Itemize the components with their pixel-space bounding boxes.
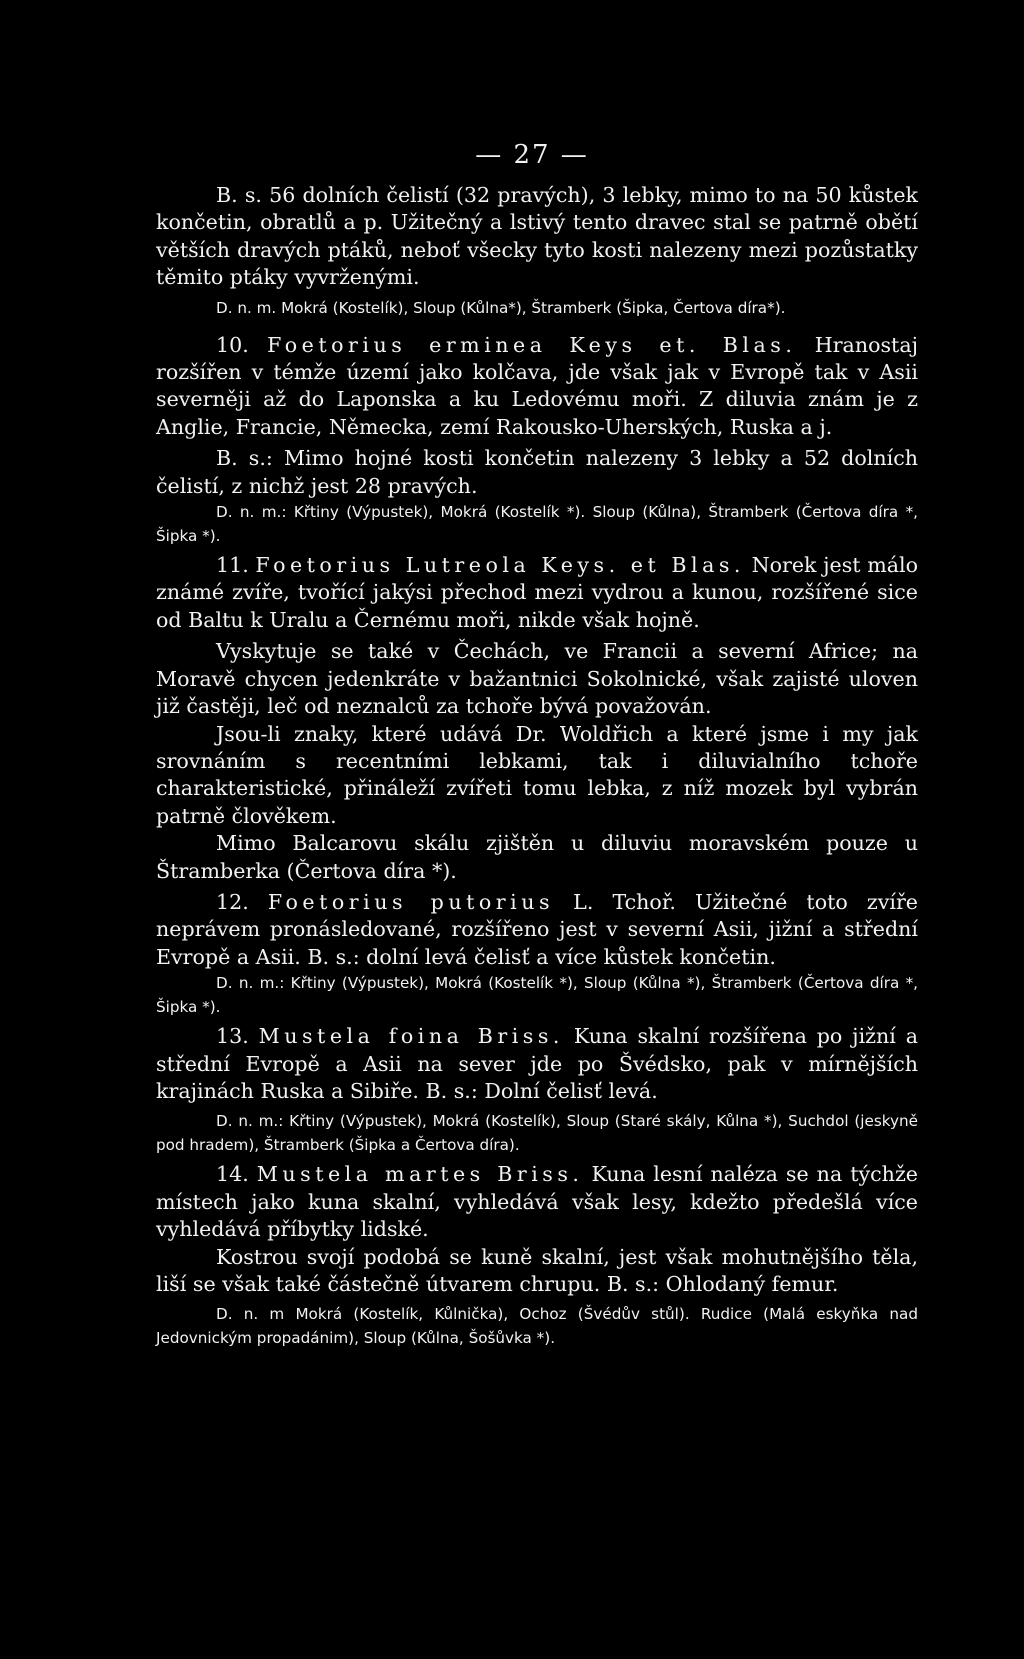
species-name: Mustela foina Briss. bbox=[258, 1024, 564, 1049]
locality-note-1: D. n. m. Mokrá (Kostelík), Sloup (Kůlna*), Štramberk (Šipka, Čertova díra*). bbox=[216, 298, 786, 317]
page-content bbox=[156, 182, 918, 1350]
entry-number: 13. bbox=[216, 1024, 249, 1049]
entry-text: Norek jest málo známé zvíře, tvořící jakýsi přechod mezi vydrou a kunou, rozšířené sice od Baltu k Uralu a Černému moři, nikde však hojně. bbox=[156, 553, 919, 632]
species-entry-13 bbox=[156, 1023, 918, 1105]
entry-text: Užitečné toto zvíře neprávem pronásledované, rozšířeno jest v severní Asii, jižní a střední Evropě a Asii. B. s.: dolní levá čelisť a více kůstek končetin. bbox=[156, 889, 918, 969]
paragraph-14-a: Kostrou svojí podobá se kuně skalní, jest však mohutnějšího těla, liší se však také částečně útvarem chrupu. B. s.: Ohlodaný femur. bbox=[156, 1244, 918, 1296]
species-entry-14 bbox=[156, 1161, 918, 1243]
species-name: Foetorius putorius bbox=[267, 889, 555, 914]
page-number: — 27 — bbox=[475, 140, 589, 170]
entry-text: Kuna skalní rozšířena po jižní a střední Evropě a Asii na sever jde po Švédsko, pak v mírnějších krajinách Ruska a Sibiře. B. s.: Dolní čelisť levá. bbox=[156, 1024, 918, 1103]
locality-note-14: D. n. m Mokrá (Kostelík, Kůlnička), Ochoz (Švédův stůl). Rudice (Malá eskyňka nad Jedovnickým propadánim), Sloup (Kůlna, Šošůvka *). bbox=[156, 1305, 918, 1348]
species-entry-11 bbox=[156, 552, 918, 634]
species-name-tail: L. Tchoř. bbox=[573, 889, 676, 914]
paragraph-1: B. s. 56 dolních čelistí (32 pravých), 3 lebky, mimo to na 50 kůstek končetin, obratlů a p. Užitečný a lstivý tento dravec stal se patrně obětí větších dravých ptáků, neboť všecky tyto kosti nalezeny mezi pozůstatky těmito ptáky vyvrženými. bbox=[156, 183, 918, 290]
locality-note-13: D. n. m.: Křtiny (Výpustek), Mokrá (Kostelík), Sloup (Staré skály, Kůlna *), Suchdol (jeskyně pod hradem), Štramberk (Šipka a Čertova díra). bbox=[156, 1112, 918, 1155]
species-entry-10 bbox=[156, 332, 918, 442]
paragraph-11-c: Mimo Balcarovu skálu zjištěn u diluviu moravském pouze u Štramberka (Čertova díra *). bbox=[156, 831, 918, 883]
entry-text: Hranostaj rozšířen v témže území jako kolčava, jde však jak v Evropě tak v Asii severněji až do Laponska a ku Ledovému moři. Z diluvia znám je z Anglie, Francie, Německa, zemí Rakousko-Uherských, Ruska a j. bbox=[156, 332, 918, 439]
paragraph-11-b: Jsou-li znaky, které udává Dr. Woldřich a které jsme i my jak srovnáním s recentními lebkami, tak i diluvialního tchoře charakteristické, přináleží zvířeti tomu lebka, z níž mozek byl vybrán patrně člověkem. bbox=[156, 721, 918, 828]
entry-number: 14. bbox=[216, 1162, 249, 1187]
paragraph-11-a: Vyskytuje se také v Čechách, ve Francii a severní Africe; na Moravě chycen jedenkráte v bažantnici Sokolnické, však zajisté uloven již častěji, leč od neznalců za tchoře bývá považován. bbox=[156, 639, 918, 719]
species-entry-12 bbox=[156, 889, 918, 971]
paragraph-material-10: B. s.: Mimo hojné kosti končetin nalezeny 3 lebky a 52 dolních čelistí, z nichž jest 28 pravých. bbox=[156, 446, 918, 498]
locality-note-10: D. n. m.: Křtiny (Výpustek), Mokrá (Kostelík *). Sloup (Kůlna), Štramberk (Čertova díra *, Šipka *). bbox=[156, 503, 918, 546]
entry-number: 10. bbox=[216, 332, 249, 357]
species-name: Mustela martes Briss. bbox=[256, 1162, 584, 1187]
entry-number: 11. bbox=[216, 553, 249, 578]
entry-text: Kuna lesní naléza se na týchže místech jako kuna skalní, vyhledává však lesy, kdežto předešlá více vyhledává příbytky lidské. bbox=[156, 1162, 918, 1242]
species-name: Foetorius erminea Keys et. Blas. bbox=[267, 332, 797, 357]
entry-number: 12. bbox=[216, 889, 249, 914]
locality-note-12: D. n. m.: Křtiny (Výpustek), Mokrá (Kostelík *), Sloup (Kůlna *), Štramberk (Čertova díra *, Šipka *). bbox=[156, 974, 918, 1017]
species-name: Foetorius Lutreola Keys. et Blas. bbox=[255, 553, 745, 578]
